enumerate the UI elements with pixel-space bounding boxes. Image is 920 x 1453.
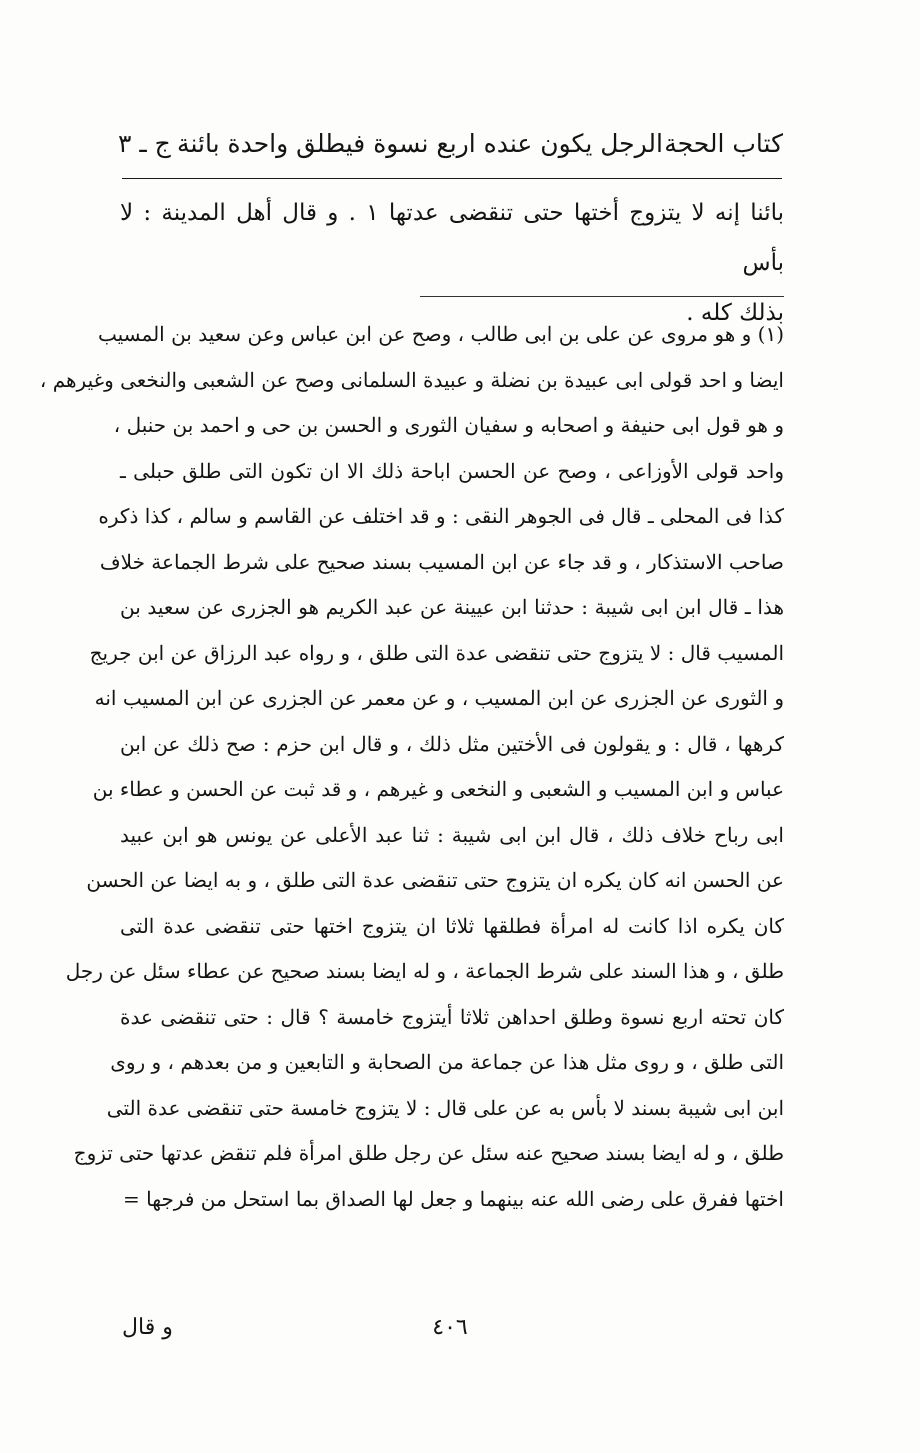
- footnote-line: واحد قولى الأوزاعى ، وصح عن الحسن اباحة ذلك الا ان تكون التى طلق حبلى ـ: [120, 458, 784, 483]
- footnote-line: ابى رباح خلاف ذلك ، قال ابن ابى شيبة : ثنا عبد الأعلى عن يونس هو ابن عبيد: [120, 822, 784, 847]
- catchword: و قال: [122, 1315, 173, 1340]
- header-divider: [122, 178, 782, 179]
- header-chapter-title: الرجل يكون عنده اربع نسوة فيطلق واحدة بائنة: [177, 129, 663, 158]
- main-text-line: بائنا إنه لا يتزوج أختها حتى تنقضى عدتها ١ . و قال أهل المدينة : لا بأس: [120, 200, 785, 276]
- main-text-line: بذلك كله .: [686, 300, 784, 326]
- footnote-divider: [420, 296, 784, 297]
- footnote-line: و هو قول ابى حنيفة و اصحابه و سفيان الثورى و الحسن بن حى و احمد بن حنبل ،: [113, 413, 784, 437]
- footnote-line: و الثورى عن الجزرى عن ابن المسيب ، و عن معمر عن الجزرى عن ابن المسيب انه: [94, 686, 784, 710]
- footnote-line: عباس و ابن المسيب و الشعبى و النخعى و غيرهم ، و قد ثبت عن الحسن و عطاء بن: [92, 777, 784, 801]
- footnote-line: التى طلق ، و روى مثل هذا عن جماعة من الصحابة و التابعين و من بعدهم ، و روى: [110, 1050, 784, 1074]
- footnote-line: صاحب الاستذكار ، و قد جاء عن ابن المسيب بسند صحيح على شرط الجماعة خلاف: [99, 549, 784, 574]
- running-header: [118, 122, 783, 166]
- header-volume: ج ـ ٣: [118, 129, 171, 158]
- footnote-line: طلق ، و هذا السند على شرط الجماعة ، و له ايضا بسند صحيح عن عطاء سئل عن رجل: [65, 959, 784, 983]
- footnote-line: (١) و هو مروى عن على بن ابى طالب ، وصح عن ابن عباس وعن سعيد بن المسيب: [97, 322, 784, 346]
- header-book-title: كتاب الحجة: [664, 129, 783, 158]
- footnote-line: كذا فى المحلى ـ قال فى الجوهر النقى : و قد اختلف عن القاسم و سالم ، كذا ذكره: [98, 504, 784, 528]
- footnote-line: كان يكره اذا كانت له امرأة فطلقها ثلاثا ان يتزوج اختها حتى تنقضى عدة التى: [120, 913, 784, 938]
- page-number: ٤٠٦: [432, 1315, 468, 1340]
- footnote-line: ابن ابى شيبة بسند لا بأس به عن على قال : لا يتزوج خامسة حتى تنقضى عدة التى: [106, 1095, 784, 1120]
- footnote-line: المسيب قال : لا يتزوج حتى تنقضى عدة التى طلق ، و رواه عبد الرزاق عن ابن جريج: [89, 640, 784, 665]
- footnote-line: طلق ، و له ايضا بسند صحيح عنه سئل عن رجل طلق امرأة فلم تنقض عدتها حتى تزوج: [73, 1141, 784, 1165]
- footnote-line: عن الحسن انه كان يكره ان يتزوج حتى تنقضى عدة التى طلق ، و به ايضا عن الحسن: [86, 868, 784, 892]
- footnote-line: ايضا و احد قولى ابى عبيدة بن نضلة و عبيدة السلمانى وصح عن الشعبى والنخعى وغيرهم ،: [39, 367, 784, 392]
- footnote-line: اختها ففرق على رضى الله عنه بينهما و جعل لها الصداق بما استحل من فرجها =: [123, 1186, 784, 1211]
- footnote-line: هذا ـ قال ابن ابى شيبة : حدثنا ابن عيينة عن عبد الكريم هو الجزرى عن سعيد بن: [120, 595, 784, 619]
- footnote-line: كرهها ، قال : و يقولون فى الأختين مثل ذلك ، و قال ابن حزم : صح ذلك عن ابن: [120, 731, 784, 756]
- footnote-line: كان تحته اربع نسوة وطلق احداهن ثلاثا أيتزوج خامسة ؟ قال : حتى تنقضى عدة: [120, 1004, 784, 1029]
- footnote: [39, 312, 784, 1222]
